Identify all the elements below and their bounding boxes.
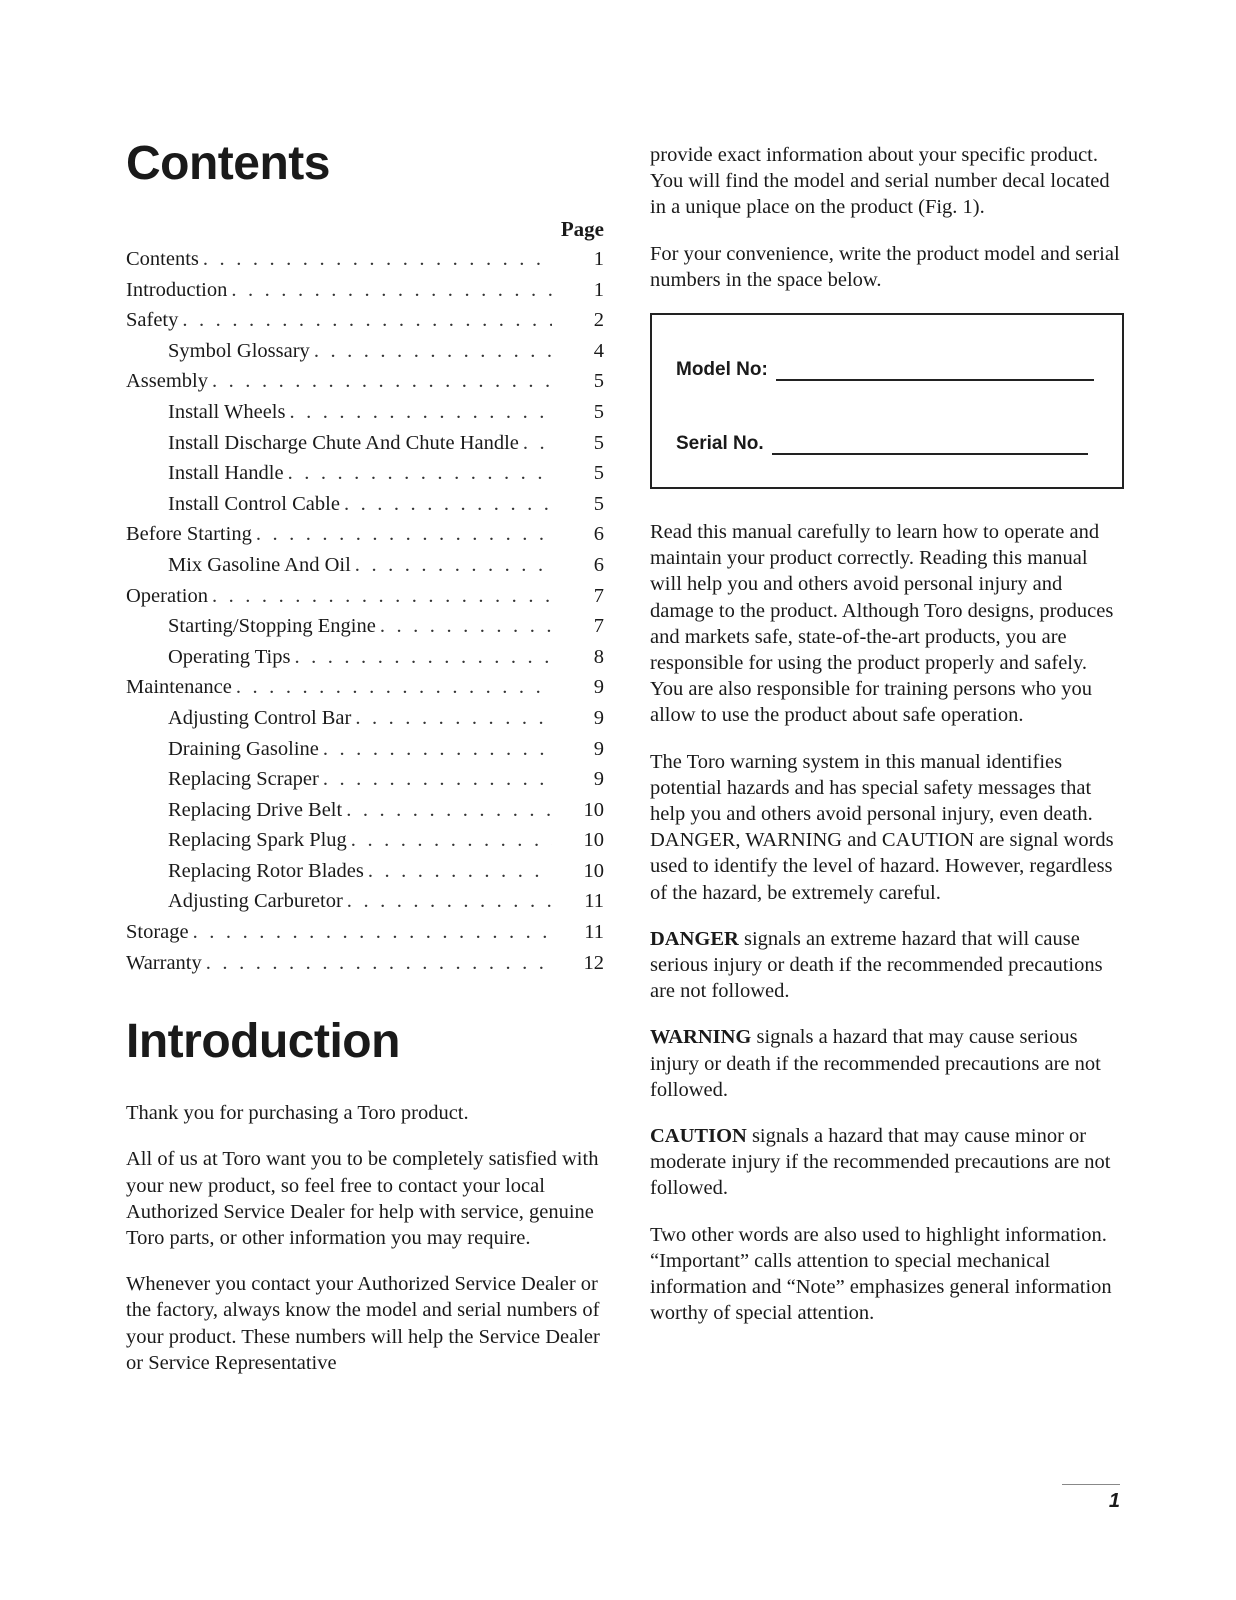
toc-entry-label: Maintenance <box>126 676 232 699</box>
toc-entry <box>126 397 604 428</box>
toc-entry-page: 10 <box>583 829 604 852</box>
toc-leader-dots <box>351 825 552 856</box>
toc-entry-label: Warranty <box>126 951 202 974</box>
toc-leader-dots <box>323 764 552 795</box>
page-number: 1 <box>1108 1490 1120 1512</box>
toc-leader-dots <box>212 366 552 397</box>
toc-entry <box>126 458 604 489</box>
toc-entry-label: Operation <box>126 584 208 607</box>
toc-leader-dots <box>344 489 552 520</box>
intro-paragraph-2: All of us at Toro want you to be completely satisfied with your new product, so feel free to contact your local Authorized Service Dealer for help with service, genuine Toro parts, or other information you may require. <box>126 1148 599 1250</box>
warning-signal-word: WARNING <box>650 1026 752 1049</box>
toc-entry <box>126 244 604 275</box>
intro-paragraph-5: Read this manual carefully to learn how to operate and maintain your product correctly. Reading this manual will help you and others avoid personal injury and damage to the product. Although Toro designs, produces and markets safe, state-of-the-art products, you are responsible for using the product properly and safely. You are also responsible for training persons who you allow to use the product about safe operation. <box>650 521 1114 727</box>
serial-number-blank <box>772 435 1088 455</box>
danger-signal-word: DANGER <box>650 927 739 950</box>
toc-entry <box>126 489 604 520</box>
toc-entry-label: Symbol Glossary <box>168 339 310 362</box>
toc-entry-page: 5 <box>593 370 604 393</box>
toc-leader-dots <box>380 611 552 642</box>
toc-entry-page: 7 <box>593 584 604 607</box>
toc-entry-page: 9 <box>593 768 604 791</box>
toc-entry-label: Draining Gasoline <box>168 737 319 760</box>
toc-entry-label: Contents <box>126 248 199 270</box>
toc-entry-page: 9 <box>593 737 604 760</box>
toc-leader-dots <box>523 428 552 459</box>
toc-entry <box>126 550 604 581</box>
toc-entry <box>126 703 604 734</box>
toc-entry-label: Install Discharge Chute And Chute Handle <box>168 431 519 454</box>
toc-entry <box>126 825 604 856</box>
toc-entry <box>126 519 604 550</box>
toc-entry-label: Replacing Drive Belt <box>168 798 343 821</box>
warning-paragraph <box>650 1024 1124 1103</box>
toc-entry <box>126 336 604 367</box>
toc-entry-page: 5 <box>593 462 604 485</box>
intro-paragraph-3: Whenever you contact your Authorized Service Dealer or the factory, always know the model and serial numbers of your product. These numbers will help the Service Dealer or Service Representative <box>126 1273 600 1374</box>
toc-leader-dots <box>289 397 552 428</box>
toc-leader-dots <box>323 734 552 765</box>
toc-entry-page: 5 <box>593 492 604 515</box>
intro-paragraph-6: The Toro warning system in this manual identifies potential hazards and has special safety messages that help you and others avoid personal injury, even death. DANGER, WARNING and CAUTION are signal words used to identify the level of hazard. However, regardless of the hazard, be extremely careful. <box>650 750 1114 904</box>
toc-entry <box>126 275 604 306</box>
toc-entry-label: Replacing Scraper <box>168 768 319 791</box>
toc-entry <box>126 611 604 642</box>
toc-entry <box>126 581 604 612</box>
toc-entry-page: 6 <box>593 553 604 576</box>
danger-description: signals an extreme hazard that will cause serious injury or death if the recommended precautions are not followed. <box>650 927 1103 1003</box>
toc-entry-label: Replacing Spark Plug <box>168 829 347 852</box>
model-number-line <box>676 359 1094 381</box>
toc-entry-label: Storage <box>126 921 189 944</box>
toc-entry-page: 9 <box>593 706 604 729</box>
toc-leader-dots <box>256 519 552 550</box>
introduction-heading: Introduction <box>126 1015 400 1069</box>
toc-leader-dots <box>346 795 552 826</box>
toc-entry-page: 7 <box>593 615 604 638</box>
toc-entry <box>126 366 604 397</box>
toc-page-header: Page <box>560 217 604 241</box>
toc-leader-dots <box>203 244 552 275</box>
toc-leader-dots <box>314 336 552 367</box>
toc-entry-page: 9 <box>593 676 604 699</box>
toc-leader-dots <box>193 917 552 948</box>
toc-entry-label: Starting/Stopping Engine <box>168 615 376 638</box>
serial-number-line <box>676 433 1088 455</box>
toc-entry <box>126 917 604 948</box>
contents-heading: Contents <box>126 137 330 190</box>
toc-entry <box>126 305 604 336</box>
toc-entry-label: Introduction <box>126 278 228 301</box>
toc-leader-dots <box>347 886 552 917</box>
model-serial-box <box>650 313 1124 489</box>
toc-entry-page: 6 <box>593 523 604 546</box>
model-number-blank <box>776 361 1094 381</box>
toc-entry-page: 10 <box>583 859 604 882</box>
caution-paragraph <box>650 1123 1124 1202</box>
toc-entry-page: 11 <box>584 921 604 944</box>
toc-entry <box>126 795 604 826</box>
toc-entry-label: Adjusting Carburetor <box>168 890 343 913</box>
left-column <box>126 136 604 1396</box>
toc-entry-label: Replacing Rotor Blades <box>168 859 364 882</box>
toc-entry-label: Before Starting <box>126 523 252 546</box>
toc-entry-page: 5 <box>593 431 604 454</box>
toc-entry <box>126 886 604 917</box>
intro-paragraph-1: Thank you for purchasing a Toro product. <box>126 1102 469 1125</box>
toc-entry-label: Assembly <box>126 370 208 393</box>
toc-leader-dots <box>212 581 552 612</box>
intro-paragraph-3-continued: provide exact information about your specific product. You will find the model and serial number decal located in a unique place on the product (Fig. 1). <box>650 144 1110 219</box>
toc-entry <box>126 856 604 887</box>
model-number-label: Model No: <box>676 359 768 381</box>
intro-paragraph-4: For your convenience, write the product model and serial numbers in the space below. <box>650 242 1120 291</box>
toc-entry <box>126 764 604 795</box>
toc-leader-dots <box>368 856 552 887</box>
intro-paragraph-7: Two other words are also used to highlight information. “Important” calls attention to special mechanical information and “Note” emphasizes general information worthy of special attention. <box>650 1223 1112 1325</box>
toc-entry-page: 1 <box>593 248 604 270</box>
serial-number-label: Serial No. <box>676 433 764 455</box>
toc-entry-page: 8 <box>593 645 604 668</box>
toc-entry <box>126 428 604 459</box>
toc-leader-dots <box>294 642 552 673</box>
toc-entry-label: Safety <box>126 309 179 332</box>
right-column <box>650 142 1124 1347</box>
toc-leader-dots <box>236 672 552 703</box>
toc-entry-label: Adjusting Control Bar <box>168 706 352 729</box>
toc-entry <box>126 734 604 765</box>
toc-entry-label: Operating Tips <box>168 645 291 668</box>
toc-entry-page: 12 <box>583 951 604 974</box>
toc-leader-dots <box>231 275 552 306</box>
toc-entry-page: 11 <box>584 890 604 913</box>
footer-rule <box>1062 1484 1120 1485</box>
toc-entry-label: Install Wheels <box>168 400 286 423</box>
toc-entry-page: 4 <box>593 339 604 362</box>
toc-entry-label: Install Handle <box>168 462 284 485</box>
toc-leader-dots <box>182 305 552 336</box>
toc-leader-dots <box>355 703 552 734</box>
toc-entry-page: 5 <box>593 400 604 423</box>
toc-entry <box>126 948 604 979</box>
toc-leader-dots <box>355 550 552 581</box>
caution-description: signals a hazard that may cause minor or moderate injury if the recommended precautions are not followed. <box>650 1125 1111 1200</box>
toc-entry-page: 10 <box>583 798 604 821</box>
toc-entry <box>126 672 604 703</box>
caution-signal-word: CAUTION <box>650 1125 747 1148</box>
toc-leader-dots <box>288 458 552 489</box>
toc-entry-page: 2 <box>593 309 604 332</box>
toc-entry-page: 1 <box>593 278 604 301</box>
table-of-contents <box>126 244 604 978</box>
toc-entry-label: Install Control Cable <box>168 492 340 515</box>
danger-paragraph <box>650 926 1124 1005</box>
warning-description: signals a hazard that may cause serious injury or death if the recommended precautions are not followed. <box>650 1026 1101 1101</box>
toc-entry <box>126 642 604 673</box>
toc-leader-dots <box>206 948 552 979</box>
toc-entry-label: Mix Gasoline And Oil <box>168 553 351 576</box>
